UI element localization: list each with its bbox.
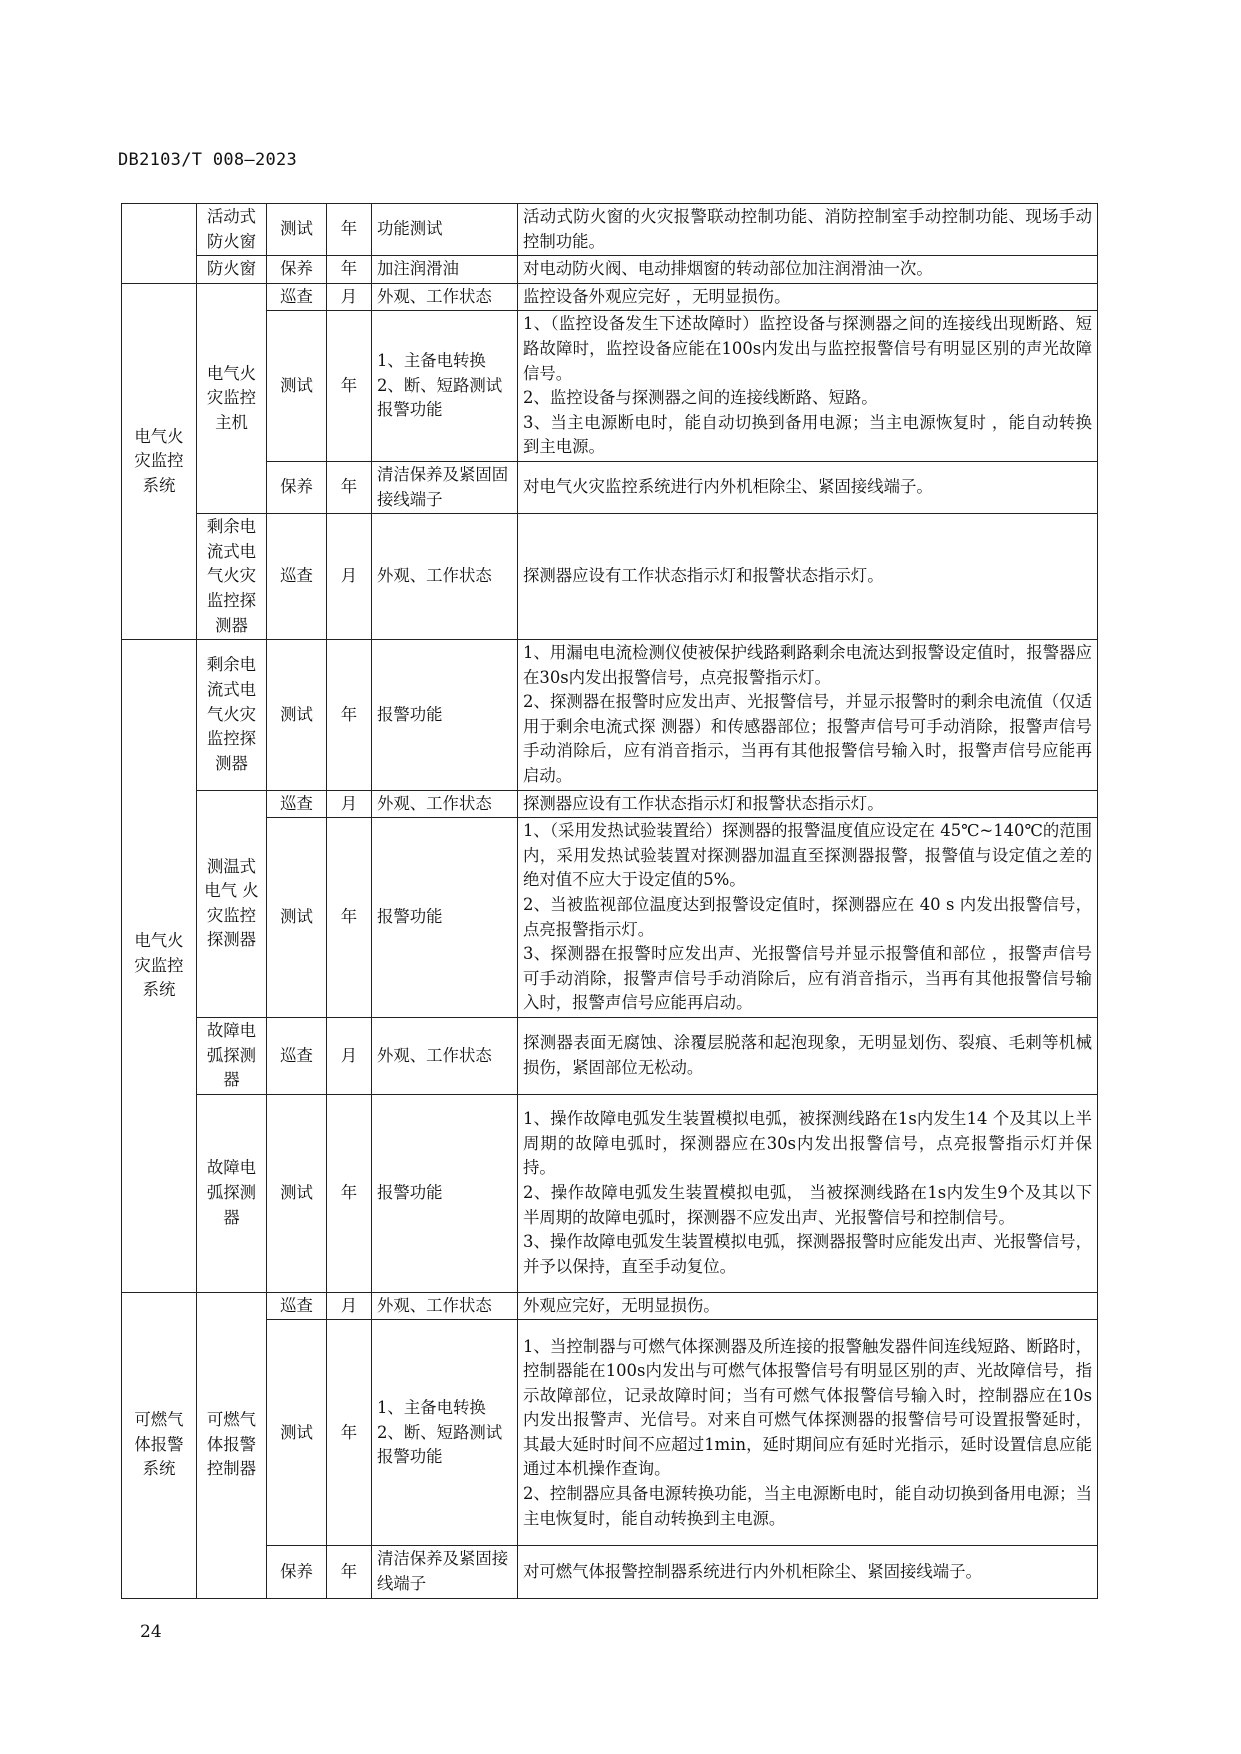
period-cell: 年: [327, 256, 372, 284]
type-cell: 测试: [267, 1094, 327, 1292]
requirement-cell: 活动式防火窗的火灾报警联动控制功能、消防控制室手动控制功能、现场手动控制功能。: [518, 204, 1098, 256]
maintenance-table: [121, 203, 1098, 1599]
table-row: [122, 514, 1098, 640]
period-cell: 月: [327, 514, 372, 640]
table-row: [122, 1094, 1098, 1292]
item-cell: 1、主备电转换 2、断、短路测试报警功能: [372, 1320, 518, 1546]
table-row: [122, 1546, 1098, 1598]
requirement-cell: 对电动防火阀、电动排烟窗的转动部位加注润滑油一次。: [518, 256, 1098, 284]
requirement-cell: 对电气火灾监控系统进行内外机柜除尘、紧固接线端子。: [518, 461, 1098, 513]
table-row: [122, 1292, 1098, 1320]
requirement-cell: 1、操作故障电弧发生装置模拟电弧，被探测线路在1s内发生14 个及其以上半周期的故障电弧时，探测器应在30s内发出报警信号，点亮报警指示灯并保持。 2、操作故障电弧发生装置模拟电弧， 当被探测线路在1s内发生9个及其以下半周期的故障电弧时，探测器不应发出声、光报警信号和控制信号。 3、操作故障电弧发生装置模拟电弧，探测器报警时应能发出声、光报警信号，并予以保持，直至手动复位。: [518, 1094, 1098, 1292]
period-cell: 年: [327, 311, 372, 462]
requirement-cell: 监控设备外观应完好 ，无明显损伤。: [518, 283, 1098, 311]
requirement-cell: 1、（采用发热试验装置给）探测器的报警温度值应设定在 45℃~140℃的范围内，采用发热试验装置对探测器加温直至探测器报警，报警值与设定值之差的绝对值不应大于设定值的5%。 2、当被监视部位温度达到报警设定值时，探测器应在 40 s 内发出报警信号，点亮报警指示灯。 3、探测器在报警时应发出声、光报警信号并显示报警值和部位 ，报警声信号可手动消除，报警声信号手动消除后，应有消音指示，当再有其他报警信号输入时，报警声信号应能再启动。: [518, 818, 1098, 1018]
type-cell: 测试: [267, 640, 327, 791]
device-cell: 剩余电流式电气火灾监控探测器: [197, 514, 267, 640]
period-cell: 月: [327, 1292, 372, 1320]
table-row: [122, 1320, 1098, 1546]
system-cell: 可燃气体报警系统: [122, 1292, 197, 1598]
device-cell: 故障电弧探测器: [197, 1094, 267, 1292]
type-cell: 巡查: [267, 790, 327, 818]
type-cell: 巡查: [267, 514, 327, 640]
item-cell: 外观、工作状态: [372, 790, 518, 818]
device-cell: 剩余电流式电气火灾监控探测器: [197, 640, 267, 791]
type-cell: 保养: [267, 1546, 327, 1598]
period-cell: 年: [327, 1546, 372, 1598]
item-cell: 1、主备电转换 2、断、短路测试报警功能: [372, 311, 518, 462]
requirement-cell: 探测器应设有工作状态指示灯和报警状态指示灯。: [518, 790, 1098, 818]
document-code: DB2103/T 008—2023: [118, 150, 298, 170]
period-cell: 年: [327, 640, 372, 791]
requirement-cell: 外观应完好，无明显损伤。: [518, 1292, 1098, 1320]
period-cell: 年: [327, 818, 372, 1018]
device-cell: 故障电弧探测器: [197, 1018, 267, 1095]
table-row: [122, 283, 1098, 311]
type-cell: 保养: [267, 256, 327, 284]
table-row: [122, 790, 1098, 818]
item-cell: 功能测试: [372, 204, 518, 256]
item-cell: 外观、工作状态: [372, 514, 518, 640]
type-cell: 测试: [267, 818, 327, 1018]
system-cell: 电气火灾监控系统: [122, 283, 197, 639]
requirement-cell: 探测器应设有工作状态指示灯和报警状态指示灯。: [518, 514, 1098, 640]
period-cell: 月: [327, 1018, 372, 1095]
device-cell: 电气火灾监控主机: [197, 283, 267, 513]
item-cell: 报警功能: [372, 1094, 518, 1292]
system-cell: [122, 204, 197, 284]
period-cell: 年: [327, 461, 372, 513]
type-cell: 保养: [267, 461, 327, 513]
table-row: [122, 1018, 1098, 1095]
type-cell: 测试: [267, 311, 327, 462]
period-cell: 年: [327, 204, 372, 256]
device-cell: 测温式电气 火灾监控探测器: [197, 790, 267, 1017]
period-cell: 年: [327, 1320, 372, 1546]
period-cell: 月: [327, 790, 372, 818]
type-cell: 测试: [267, 1320, 327, 1546]
type-cell: 巡查: [267, 283, 327, 311]
item-cell: 报警功能: [372, 818, 518, 1018]
requirement-cell: 1、当控制器与可燃气体探测器及所连接的报警触发器件间连线短路、断路时，控制器能在100s内发出与可燃气体报警信号有明显区别的声、光故障信号，指示故障部位，记录故障时间；当有可燃气体报警信号输入时，控制器应在10s内发出报警声、光信号。对来自可燃气体探测器的报警信号可设置报警延时，其最大延时时间不应超过1min，延时期间应有延时光指示，延时设置信息应能通过本机操作查询。 2、控制器应具备电源转换功能，当主电源断电时，能自动切换到备用电源；当主电恢复时，能自动转换到主电源。: [518, 1320, 1098, 1546]
requirement-cell: 1、用漏电电流检测仪使被保护线路剩路剩余电流达到报警设定值时，报警器应在30s内发出报警信号，点亮报警指示灯。 2、探测器在报警时应发出声、光报警信号，并显示报警时的剩余电流值（仅适用于剩余电流式探 测器）和传感器部位；报警声信号可手动消除，报警声信号手动消除后，应有消音指示，当再有其他报警信号输入时，报警声信号应能再启动。: [518, 640, 1098, 791]
table-row: [122, 256, 1098, 284]
period-cell: 月: [327, 283, 372, 311]
item-cell: 外观、工作状态: [372, 283, 518, 311]
type-cell: 测试: [267, 204, 327, 256]
item-cell: 外观、工作状态: [372, 1018, 518, 1095]
item-cell: 清洁保养及紧固固接线端子: [372, 461, 518, 513]
requirement-cell: 1、（监控设备发生下述故障时）监控设备与探测器之间的连接线出现断路、短路故障时，监控设备应能在100s内发出与监控报警信号有明显区别的声光故障信号。 2、监控设备与探测器之间的连接线断路、短路。 3、当主电源断电时，能自动切换到备用电源；当主电源恢复时 ，能自动转换到主电源。: [518, 311, 1098, 462]
item-cell: 清洁保养及紧固接线端子: [372, 1546, 518, 1598]
table-row: [122, 818, 1098, 1018]
device-cell: 可燃气体报警控制器: [197, 1292, 267, 1598]
requirement-cell: 探测器表面无腐蚀、涂覆层脱落和起泡现象，无明显划伤、裂痕、毛刺等机械损伤，紧固部位无松动。: [518, 1018, 1098, 1095]
table-row: [122, 204, 1098, 256]
device-cell: 防火窗: [197, 256, 267, 284]
table-row: [122, 640, 1098, 791]
system-cell: 电气火灾监控系统: [122, 640, 197, 1293]
device-cell: 活动式防火窗: [197, 204, 267, 256]
requirement-cell: 对可燃气体报警控制器系统进行内外机柜除尘、紧固接线端子。: [518, 1546, 1098, 1598]
type-cell: 巡查: [267, 1018, 327, 1095]
type-cell: 巡查: [267, 1292, 327, 1320]
period-cell: 年: [327, 1094, 372, 1292]
item-cell: 外观、工作状态: [372, 1292, 518, 1320]
item-cell: 加注润滑油: [372, 256, 518, 284]
item-cell: 报警功能: [372, 640, 518, 791]
table-row: [122, 311, 1098, 462]
table-row: [122, 461, 1098, 513]
page-number: 24: [140, 1622, 162, 1642]
